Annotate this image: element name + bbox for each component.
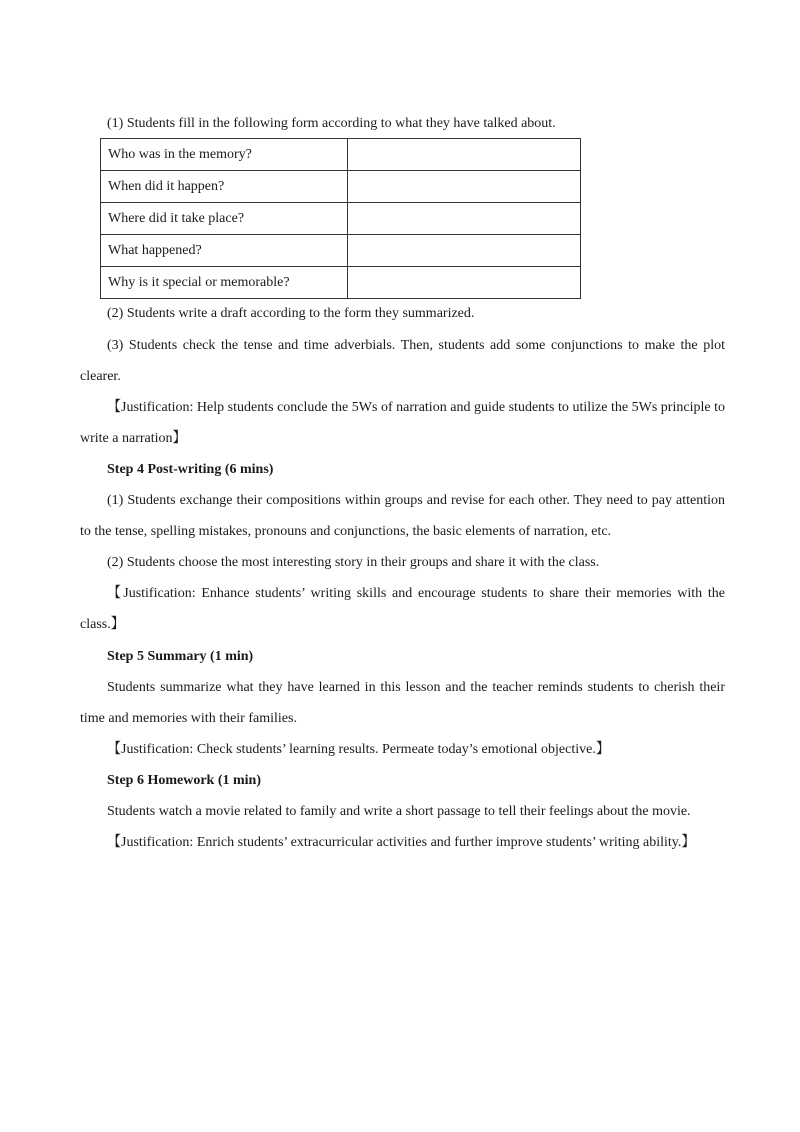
table-answer-cell[interactable] — [348, 171, 581, 203]
table-question-cell: Who was in the memory? — [101, 139, 348, 171]
step4-heading: Step 4 Post-writing (6 mins) — [107, 462, 274, 477]
step3-item2: (2) Students write a draft according to the form they summarized. — [107, 306, 475, 321]
step6-heading: Step 6 Homework (1 min) — [107, 773, 261, 788]
step4-justification-line2: class.】 — [80, 617, 125, 632]
step5-heading: Step 5 Summary (1 min) — [107, 649, 254, 664]
table-question-cell: Where did it take place? — [101, 203, 348, 235]
table-answer-cell[interactable] — [348, 139, 581, 171]
step4-item1-line2: to the tense, spelling mistakes, pronouns and conjunctions, the basic elements of narration, etc. — [80, 524, 612, 539]
table-row — [101, 235, 581, 267]
step3-item3-line1: (3) Students check the tense and time adverbials. Then, students add some conjunctions to make the plot — [107, 338, 725, 353]
table-answer-cell[interactable] — [348, 203, 581, 235]
step5-justification: 【Justification: Check students’ learning results. Permeate today’s emotional objective.】 — [107, 742, 610, 757]
table-row — [101, 267, 581, 299]
table-row — [101, 203, 581, 235]
memory-form-table — [100, 138, 581, 299]
step4-item1-line1: (1) Students exchange their compositions within groups and revise for each other. They need to pay attention — [107, 493, 725, 508]
step4-item2: (2) Students choose the most interesting story in their groups and share it with the class. — [107, 555, 600, 570]
table-question-cell: Why is it special or memorable? — [101, 267, 348, 299]
step5-text-line2: time and memories with their families. — [80, 711, 297, 726]
step4-justification-line1: 【Justification: Enhance students’ writing skills and encourage students to share their memories with the — [107, 586, 725, 601]
form-intro: (1) Students fill in the following form according to what they have talked about. — [107, 116, 556, 131]
step3-item3-line2: clearer. — [80, 369, 121, 384]
step6-justification: 【Justification: Enrich students’ extracurricular activities and further improve students’ writing ability.】 — [107, 835, 696, 850]
table-question-cell: When did it happen? — [101, 171, 348, 203]
step3-justification-line1: 【Justification: Help students conclude the 5Ws of narration and guide students to utilize the 5Ws principle to — [107, 400, 725, 415]
table-row — [101, 171, 581, 203]
table-question-cell: What happened? — [101, 235, 348, 267]
table-row — [101, 139, 581, 171]
step6-text: Students watch a movie related to family and write a short passage to tell their feelings about the movie. — [107, 804, 691, 819]
table-answer-cell[interactable] — [348, 267, 581, 299]
step5-text-line1: Students summarize what they have learned in this lesson and the teacher reminds students to cherish their — [107, 680, 725, 695]
step3-justification-line2: write a narration】 — [80, 431, 187, 446]
table-answer-cell[interactable] — [348, 235, 581, 267]
